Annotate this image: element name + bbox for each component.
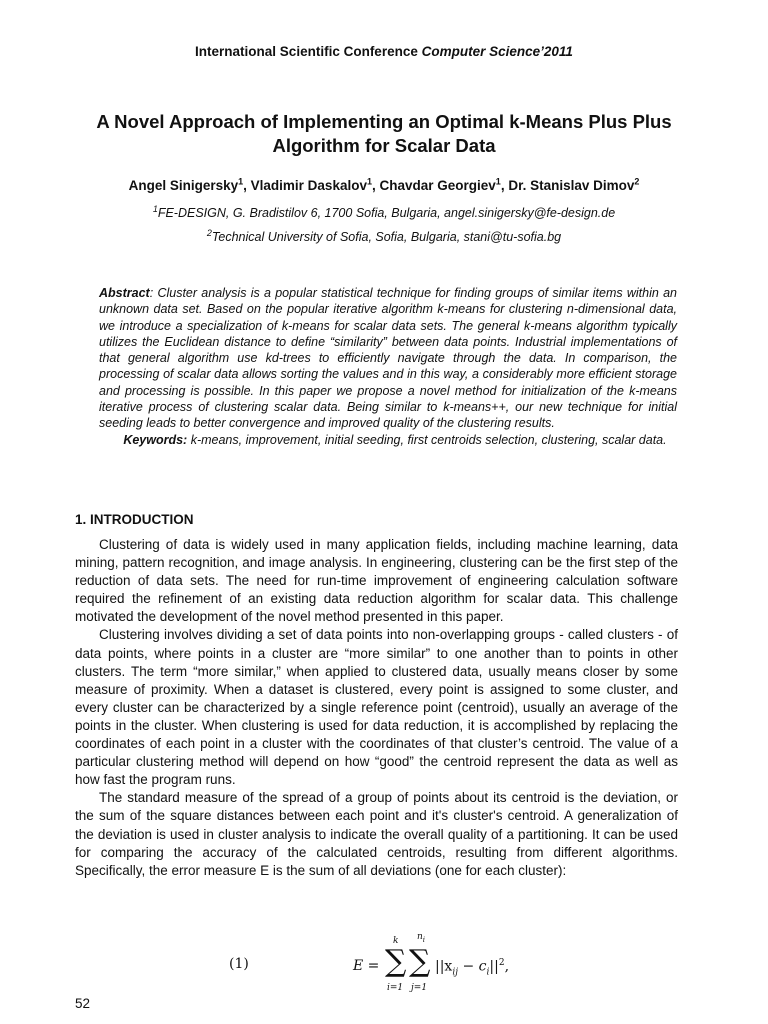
equation-lhs: E = (353, 958, 380, 974)
section-body (75, 536, 678, 880)
abstract-text: Abstract: Cluster analysis is a popular statistical technique for finding groups of similar items within an unknown data set. Based on the popular iterative algorithm k-means for clustering n-dimensional data, we introduce a specialization of k-means for scalar data sets. The general k-means algorithm typically utilizes the Euclidean distance to define “similarity” between data points. Industrial implementations of that general algorithm use kd-trees to efficiently navigate through the data. In comparison, the processing of scalar data allows sorting the values and in this way, a considerably more efficient storage and processing is possible. In this paper we propose a novel method for initialization of the k-means iterative process of clustering scalar data. Being similar to k-means++, our new technique for initial seeding leads to better convergence and improved quality of the clustering results. (99, 286, 677, 431)
author: Angel Sinigersky$^1$, (128, 176, 251, 193)
paragraph: Clustering of data is widely used in many application fields, including machine learning, data mining, pattern recognition, and image analysis. In engineering, clustering can be the first step of the reduction of data sets. The need for run-time improvement of engineering calculation software required the refinement of an existing data reduction algorithm for scalar data. This challenge motivated the development of the novel method presented in this paper. (75, 537, 678, 625)
sum2-lower: j=1 (411, 983, 428, 993)
equation-term: $||x_{ij} - c_i||^2$, (435, 958, 510, 978)
affiliation-1: $^1$FE-DESIGN, G. Bradistilov 6, 1700 Sofia, Bulgaria, angel.sinigersky@fe-design.de (152, 203, 616, 220)
conference-header (0, 44, 768, 59)
conference-prefix: International Scientific Conference (195, 44, 418, 59)
sum1-sigma: ∑ (385, 944, 407, 979)
paragraph: The standard measure of the spread of a group of points about its centroid is the deviation, or the sum of the square distances between each point and it's cluster's centroid. A generalization of the deviation is used in cluster analysis to indicate the overall quality of a partitioning. It can be used for comparing the accuracy of the calculated centroids, resulting from different algorithms. Specifically, the error measure E is the sum of all deviations (one for each cluster): (75, 790, 678, 878)
author: Dr. Stanislav Dimov$^2$ (508, 176, 640, 193)
sum2-upper: $n_i$ (417, 932, 426, 944)
sum1-upper: k (393, 936, 399, 946)
author: Chavdar Georgiev$^1$, (379, 176, 509, 193)
keywords: Keywords: k-means, improvement, initial seeding, first centroids selection, clustering, scalar data. (123, 432, 667, 447)
keywords-label: Keywords: (123, 432, 188, 447)
paragraph: Clustering involves dividing a set of data points into non-overlapping groups - called clusters - of data points, where points in a cluster are “more similar” to one another than to points in other clusters. The term “more similar,” when applied to clustered data, usually means closer by some measure of proximity. When a dataset is clustered, every point is assigned to some cluster, and every cluster can be characterized by a single reference point (centroid), usually an average of the points in the cluster. When clustering is used for data reduction, it is accomplished by replacing the coordinates of each point in a cluster with the coordinates of that cluster’s centroid. The value of a particular clustering method will depend on how “good” the centroid represent the data as well as how fast the program runs. (75, 627, 678, 788)
equation-number: (1) (229, 956, 249, 972)
affiliation-2: $^2$Technical University of Sofia, Sofia, Bulgaria, stani@tu-sofia.bg (206, 227, 562, 244)
equation-1 (75, 932, 678, 998)
sum2-sigma: ∑ (409, 944, 431, 979)
abstract-label: Abstract (99, 286, 150, 300)
conference-name: Computer Science’2011 (421, 44, 573, 59)
page-number: 52 (75, 996, 91, 1011)
section-heading: 1. INTRODUCTION (75, 512, 194, 527)
abstract (99, 285, 677, 448)
paper-title: A Novel Approach of Implementing an Optimal k-Means Plus Plus Algorithm for Scalar Data (96, 111, 672, 156)
sum1-lower: i=1 (387, 983, 404, 993)
author-list (0, 178, 768, 193)
author: Vladimir Daskalov$^1$, (250, 176, 380, 193)
